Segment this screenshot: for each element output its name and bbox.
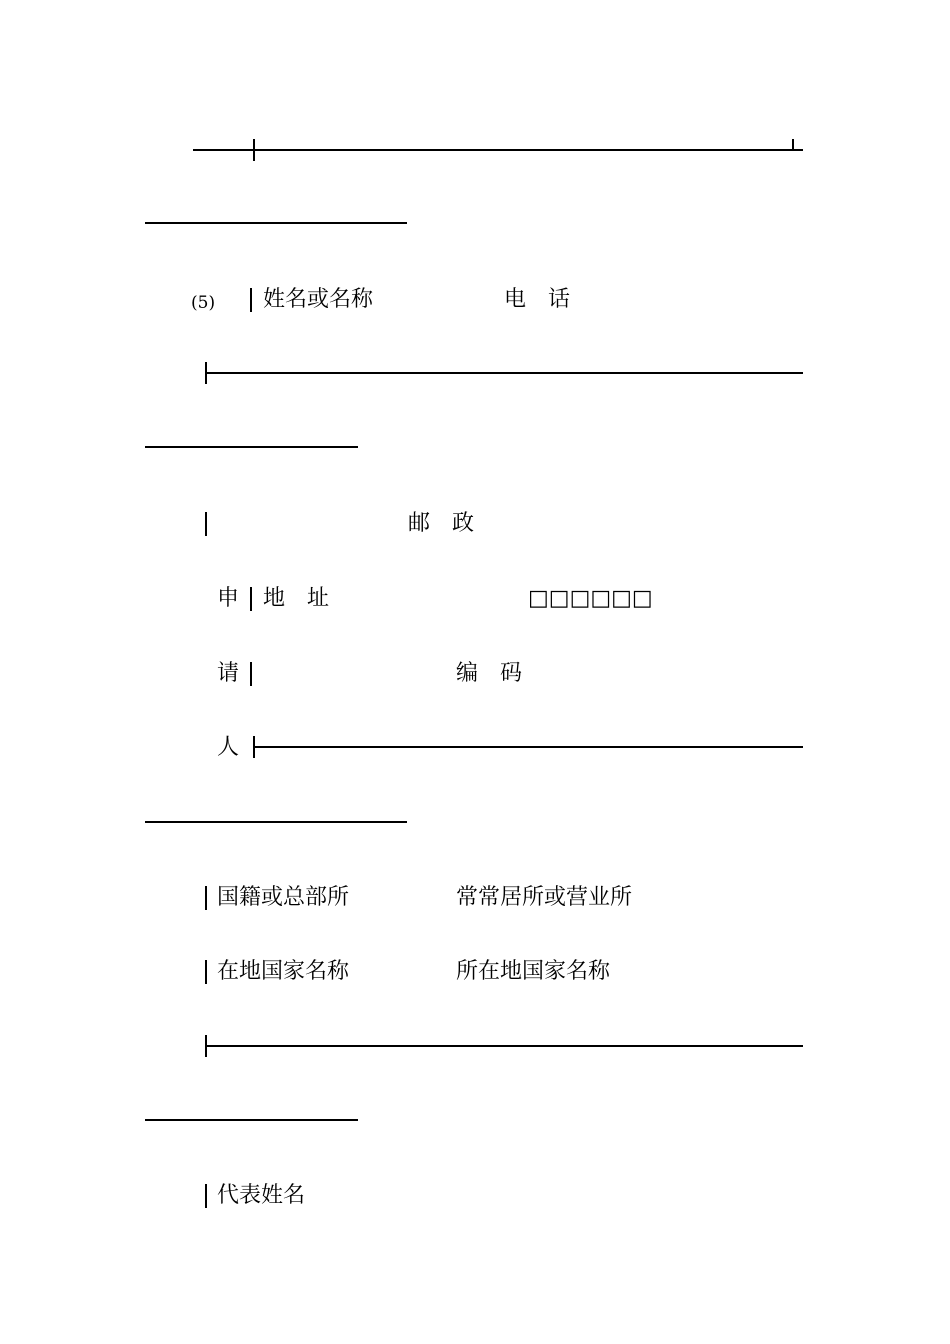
- applicant-side-char: 请: [217, 661, 240, 686]
- representative-label: 代表姓名: [217, 1183, 306, 1208]
- table-rule: [145, 446, 358, 448]
- table-tick: [253, 736, 255, 758]
- table-rule: [193, 149, 803, 151]
- applicant-side-char: 人: [217, 735, 240, 760]
- section-number: (5): [191, 293, 216, 313]
- postal-label-line1: 邮 政: [408, 511, 475, 536]
- table-tick: [205, 960, 207, 984]
- table-tick: [792, 139, 794, 150]
- table-rule: [205, 1045, 803, 1047]
- applicant-side-char: 申: [217, 586, 240, 611]
- table-tick: [205, 1184, 207, 1208]
- postal-label-line2: 编 码: [456, 661, 523, 686]
- table-tick: [205, 512, 207, 536]
- nationality-label-line2: 在地国家名称: [217, 959, 350, 984]
- address-label: 地 址: [263, 586, 330, 611]
- table-tick: [205, 886, 207, 910]
- table-tick: [205, 362, 207, 384]
- table-tick: [250, 288, 252, 312]
- table-rule: [145, 821, 407, 823]
- postal-code-boxes: □□□□□□: [528, 586, 653, 611]
- table-rule: [205, 372, 803, 374]
- table-rule: [145, 1119, 358, 1121]
- table-tick: [205, 1035, 207, 1057]
- residence-label-line1: 常常居所或营业所: [456, 885, 633, 910]
- phone-label: 电 话: [504, 287, 571, 312]
- table-tick: [250, 587, 252, 611]
- table-rule: [253, 746, 803, 748]
- table-rule: [145, 222, 407, 224]
- name-label: 姓名或名称: [263, 287, 374, 312]
- residence-label-line2: 所在地国家名称: [456, 959, 611, 984]
- nationality-label-line1: 国籍或总部所: [217, 885, 350, 910]
- table-tick: [250, 662, 252, 686]
- table-tick: [253, 139, 255, 161]
